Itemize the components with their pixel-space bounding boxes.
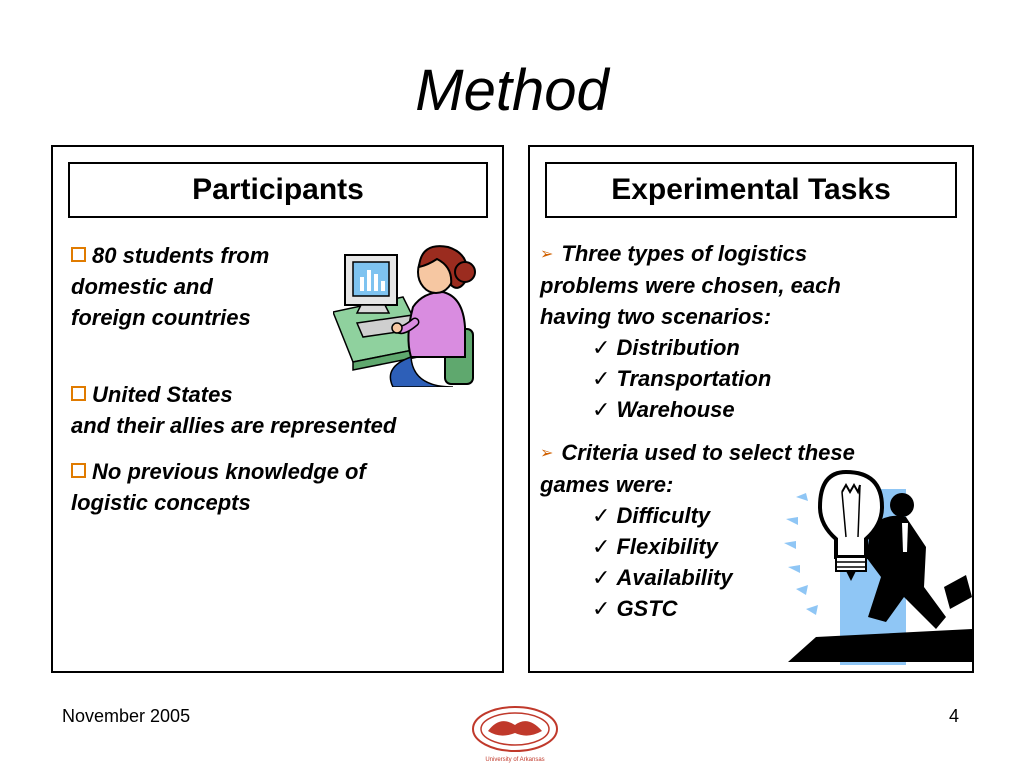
item-text: and their allies are represented (71, 413, 397, 438)
checkbox-bullet-icon (71, 463, 86, 478)
university-logo (470, 703, 560, 765)
item-text: United States (92, 382, 233, 407)
slide-title: Method (415, 58, 609, 123)
subitem: ✓ GSTC (592, 596, 678, 621)
point-text: games were: (540, 472, 674, 497)
participants-item-3 (71, 456, 366, 518)
subitem: ✓ Availability (592, 565, 733, 590)
checkmark-icon: ✓ (592, 534, 611, 559)
item-text: 80 students from (92, 243, 270, 268)
checkmark-icon: ✓ (592, 503, 611, 528)
experimental-tasks-panel (528, 145, 974, 673)
arrow-bullet-icon: ➢ (540, 445, 554, 462)
footer-date: November 2005 (62, 706, 191, 726)
checkbox-bullet-icon (71, 247, 86, 262)
checkmark-icon: ✓ (592, 565, 611, 590)
item-text: foreign countries (71, 305, 251, 330)
page-number: 4 (949, 706, 960, 726)
subitem: ✓ Warehouse (592, 397, 735, 422)
item-text: domestic and (71, 274, 213, 299)
tasks-point-2 (540, 437, 855, 624)
item-text: No previous knowledge of (92, 459, 366, 484)
participants-item-2 (71, 379, 396, 441)
tasks-point-1 (540, 238, 841, 425)
subitem: ✓ Difficulty (592, 503, 711, 528)
point-text: Criteria used to select these (561, 440, 855, 465)
participants-panel (51, 145, 504, 673)
point-text: Three types of logistics (561, 241, 808, 266)
point-text: problems were chosen, each (540, 273, 841, 298)
experimental-tasks-header: Experimental Tasks (545, 162, 957, 218)
checkmark-icon: ✓ (592, 335, 611, 360)
checkmark-icon: ✓ (592, 596, 611, 621)
arrow-bullet-icon: ➢ (540, 246, 554, 263)
subitem: ✓ Distribution (592, 335, 740, 360)
item-text: logistic concepts (71, 490, 251, 515)
computer-user-clipart (333, 237, 478, 387)
point-text: having two scenarios: (540, 304, 772, 329)
checkmark-icon: ✓ (592, 366, 611, 391)
svg-text:University of Arkansas: University of Arkansas (485, 757, 545, 763)
subitem: ✓ Transportation (592, 366, 772, 391)
checkbox-bullet-icon (71, 386, 86, 401)
participants-header: Participants (68, 162, 488, 218)
subitem: ✓ Flexibility (592, 534, 718, 559)
checkmark-icon: ✓ (592, 397, 611, 422)
participants-item-1 (71, 240, 269, 333)
